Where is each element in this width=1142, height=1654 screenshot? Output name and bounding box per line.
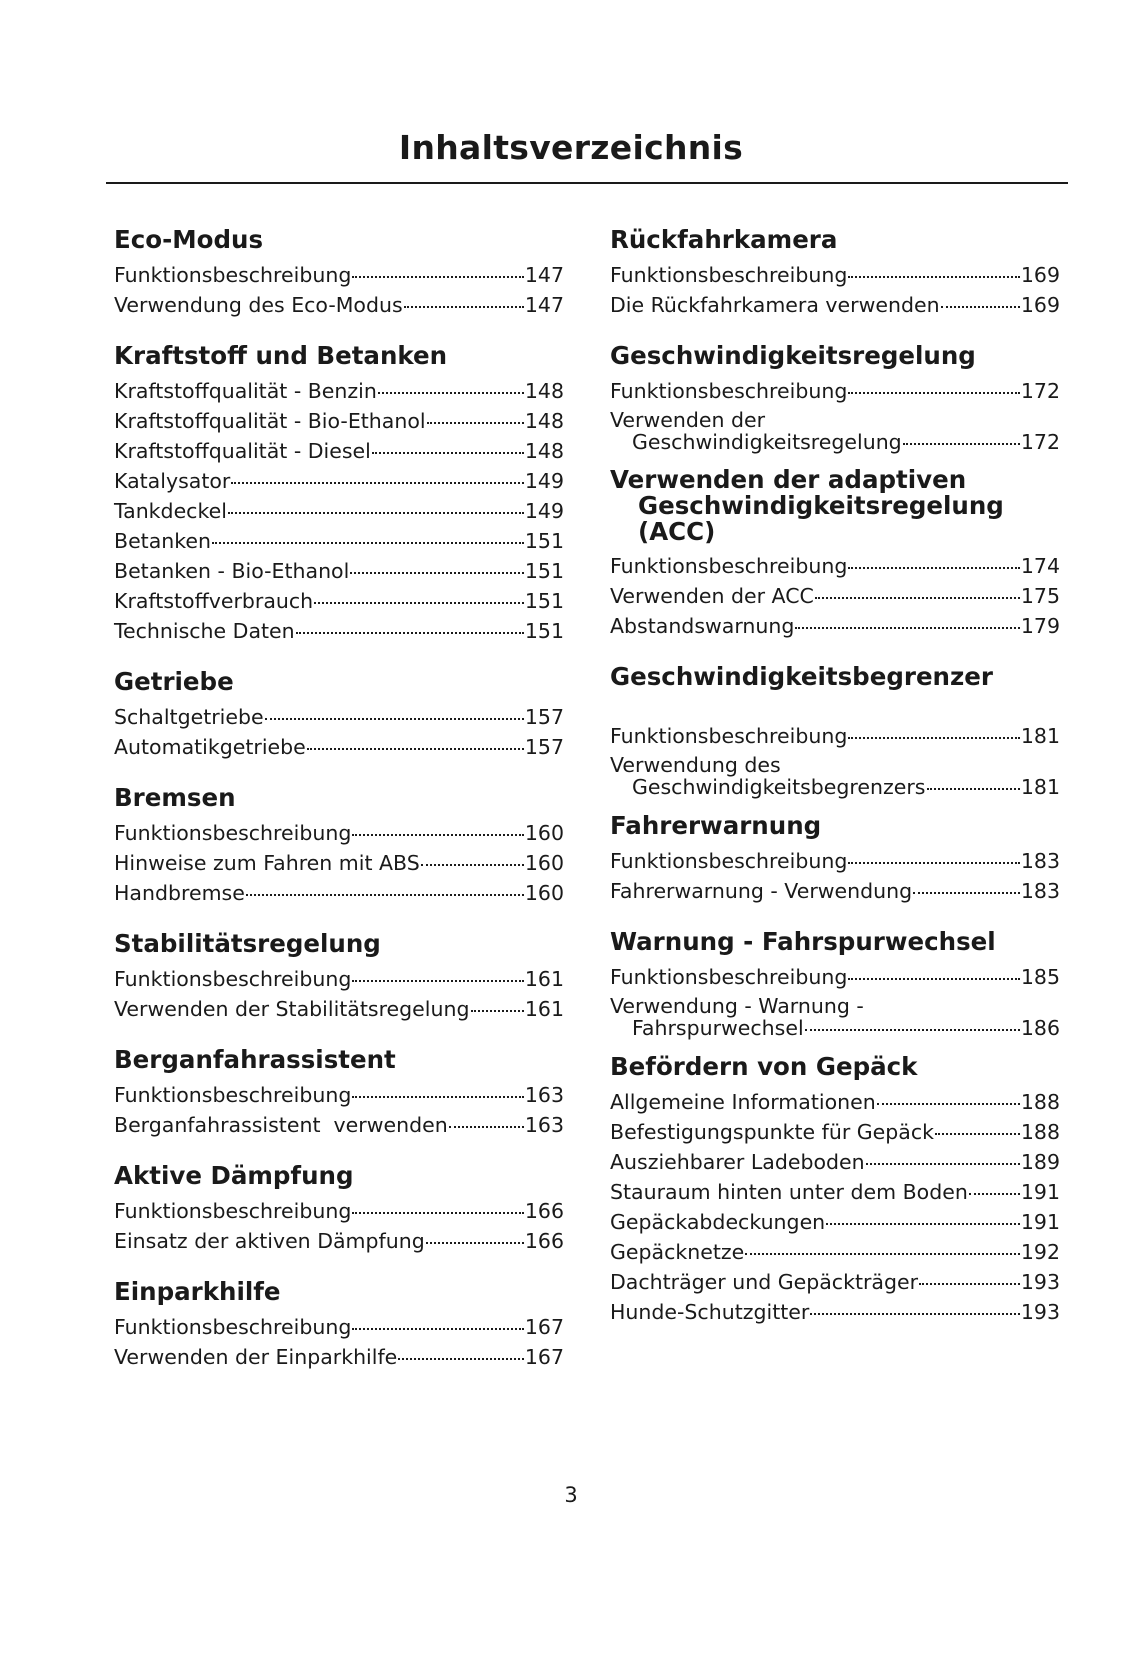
entry-label: Gepäcknetze	[610, 1240, 745, 1264]
entry-label: Kraftstoffqualität - Bio-Ethanol	[114, 409, 426, 433]
entry-page: 179	[1020, 614, 1060, 638]
toc-entry[interactable]	[610, 1147, 1060, 1177]
entry-label: Kraftstoffqualität - Diesel	[114, 439, 371, 463]
entry-page: 172	[1020, 430, 1060, 454]
leader-dots	[826, 1223, 1020, 1225]
toc-section	[610, 663, 1060, 798]
entry-page: 181	[1020, 724, 1060, 748]
toc-entry[interactable]	[610, 551, 1060, 581]
leader-dots	[941, 306, 1020, 308]
entry-page: 148	[524, 379, 564, 403]
entry-label: Funktionsbeschreibung	[114, 821, 352, 845]
toc-entry[interactable]	[610, 1207, 1060, 1237]
toc-entry[interactable]	[610, 721, 1060, 751]
leader-dots	[378, 392, 524, 394]
entry-page: 186	[1020, 1016, 1060, 1040]
section-heading[interactable]: Rückfahrkamera	[610, 225, 838, 254]
toc-section	[114, 668, 564, 762]
entry-label: Technische Daten	[114, 619, 295, 643]
toc-entry[interactable]	[610, 260, 1060, 290]
toc-entry[interactable]	[114, 848, 564, 878]
entry-page: 181	[1020, 775, 1060, 799]
entry-label: Verwenden der ACC	[610, 584, 814, 608]
toc-section	[610, 342, 1060, 453]
toc-entry[interactable]	[114, 1226, 564, 1256]
section-heading[interactable]: Bremsen	[114, 783, 236, 812]
entry-page: 151	[524, 619, 564, 643]
toc-entry[interactable]	[610, 611, 1060, 641]
leader-dots	[805, 1029, 1020, 1031]
entry-label: Katalysator	[114, 469, 231, 493]
toc-entry[interactable]	[610, 995, 1060, 1039]
entry-label-line1: Verwendung des	[610, 753, 781, 777]
leader-dots	[352, 1212, 524, 1214]
entry-page: 147	[524, 263, 564, 287]
section-heading[interactable]: Befördern von Gepäck	[610, 1052, 918, 1081]
toc-entry[interactable]	[114, 556, 564, 586]
entry-page: 191	[1020, 1180, 1060, 1204]
leader-dots	[795, 627, 1019, 629]
entry-page: 185	[1020, 965, 1060, 989]
section-heading[interactable]: Getriebe	[114, 667, 234, 696]
entry-label: Dachträger und Gepäckträger	[610, 1270, 919, 1294]
toc-entry[interactable]	[610, 1237, 1060, 1267]
toc-entry[interactable]	[114, 994, 564, 1024]
entry-label: Hunde-Schutzgitter	[610, 1300, 810, 1324]
leader-dots	[296, 632, 524, 634]
entry-page: 160	[524, 851, 564, 875]
entry-page: 169	[1020, 263, 1060, 287]
entry-page: 163	[524, 1113, 564, 1137]
toc-section	[610, 928, 1060, 1039]
leader-dots	[352, 980, 524, 982]
leader-dots	[913, 892, 1020, 894]
entry-label: Kraftstoffverbrauch	[114, 589, 314, 613]
entry-page: 166	[524, 1199, 564, 1223]
entry-page: 161	[524, 967, 564, 991]
toc-entry[interactable]	[114, 1196, 564, 1226]
entry-page: 157	[524, 705, 564, 729]
entry-label: Abstandswarnung	[610, 614, 795, 638]
toc-section	[114, 930, 564, 1024]
leader-dots	[848, 978, 1020, 980]
leader-dots	[810, 1313, 1020, 1315]
heading-line2: Geschwindigkeitsregelung	[638, 491, 1004, 520]
entry-page: 188	[1020, 1120, 1060, 1144]
toc-entry[interactable]	[114, 290, 564, 320]
entry-page: 157	[524, 735, 564, 759]
entry-label: Funktionsbeschreibung	[610, 724, 848, 748]
entry-label: Ausziehbarer Ladeboden	[610, 1150, 865, 1174]
entry-label: Funktionsbeschreibung	[610, 379, 848, 403]
leader-dots	[919, 1283, 1020, 1285]
toc-entry[interactable]	[114, 732, 564, 762]
leader-dots	[903, 443, 1020, 445]
entry-page: 169	[1020, 293, 1060, 317]
toc-entry[interactable]	[114, 526, 564, 556]
entry-label: Funktionsbeschreibung	[610, 263, 848, 287]
leader-dots	[935, 1133, 1020, 1135]
toc-section	[114, 1046, 564, 1140]
toc-entry[interactable]	[114, 436, 564, 466]
toc-entry[interactable]	[114, 616, 564, 646]
section-heading[interactable]: Einparkhilfe	[114, 1277, 281, 1306]
entry-page: 148	[524, 439, 564, 463]
leader-dots	[231, 482, 524, 484]
entry-page: 160	[524, 881, 564, 905]
leader-dots	[866, 1163, 1020, 1165]
toc-entry[interactable]	[610, 846, 1060, 876]
section-heading[interactable]: Berganfahrassistent	[114, 1045, 396, 1074]
leader-dots	[421, 864, 524, 866]
entry-label: Die Rückfahrkamera verwenden	[610, 293, 940, 317]
entry-page: 163	[524, 1083, 564, 1107]
entry-page: 149	[524, 499, 564, 523]
leader-dots	[350, 572, 524, 574]
toc-entry[interactable]	[610, 1087, 1060, 1117]
toc-section	[610, 467, 1060, 641]
leader-dots	[265, 718, 524, 720]
entry-page: 166	[524, 1229, 564, 1253]
toc-section	[114, 1278, 564, 1372]
entry-label: Verwenden der Einparkhilfe	[114, 1345, 398, 1369]
toc-entry[interactable]	[114, 964, 564, 994]
entry-label: Funktionsbeschreibung	[114, 967, 352, 991]
toc-entry[interactable]	[114, 406, 564, 436]
leader-dots	[848, 276, 1020, 278]
entry-label: Betanken - Bio-Ethanol	[114, 559, 350, 583]
toc-section	[114, 784, 564, 908]
section-heading[interactable]: Fahrerwarnung	[610, 811, 822, 840]
leader-dots	[848, 862, 1020, 864]
entry-label-line2: Fahrspurwechsel	[632, 1016, 804, 1040]
toc-entry[interactable]	[610, 290, 1060, 320]
entry-label: Berganfahrassistent verwenden	[114, 1113, 448, 1137]
toc-left-column	[114, 226, 564, 1372]
entry-page: 161	[524, 997, 564, 1021]
entry-label-line2: Geschwindigkeitsregelung	[632, 430, 902, 454]
entry-page: 148	[524, 409, 564, 433]
entry-page: 192	[1020, 1240, 1060, 1264]
entry-page: 167	[524, 1315, 564, 1339]
leader-dots	[352, 276, 524, 278]
entry-label: Verwendung des Eco-Modus	[114, 293, 403, 317]
toc-section	[610, 812, 1060, 906]
leader-dots	[848, 392, 1020, 394]
toc-entry[interactable]	[610, 876, 1060, 906]
leader-dots	[449, 1126, 524, 1128]
toc-section	[610, 1053, 1060, 1327]
page-title: Inhaltsverzeichnis	[398, 128, 744, 167]
entry-label: Verwenden der Stabilitätsregelung	[114, 997, 470, 1021]
entry-label: Stauraum hinten unter dem Boden	[610, 1180, 968, 1204]
entry-page: 149	[524, 469, 564, 493]
entry-label: Betanken	[114, 529, 212, 553]
toc-entry[interactable]	[114, 878, 564, 908]
title-divider	[106, 182, 1068, 184]
section-heading[interactable]: Eco-Modus	[114, 225, 264, 254]
entry-label: Funktionsbeschreibung	[114, 263, 352, 287]
leader-dots	[927, 788, 1020, 790]
section-heading[interactable]: Geschwindigkeitsbegrenzer	[610, 662, 993, 691]
leader-dots	[212, 542, 524, 544]
leader-dots	[404, 306, 524, 308]
entry-page: 151	[524, 589, 564, 613]
entry-label: Funktionsbeschreibung	[610, 554, 848, 578]
entry-label: Funktionsbeschreibung	[114, 1199, 352, 1223]
section-heading[interactable]	[610, 467, 1060, 545]
leader-dots	[352, 1328, 524, 1330]
entry-label: Befestigungspunkte für Gepäck	[610, 1120, 935, 1144]
toc-entry[interactable]	[114, 1342, 564, 1372]
toc-section	[114, 342, 564, 646]
entry-label: Funktionsbeschreibung	[610, 965, 848, 989]
leader-dots	[426, 1242, 524, 1244]
leader-dots	[372, 452, 524, 454]
entry-label-line1: Verwendung - Warnung -	[610, 994, 864, 1018]
entry-label: Schaltgetriebe	[114, 705, 264, 729]
entry-label: Kraftstoffqualität - Benzin	[114, 379, 377, 403]
entry-label: Fahrerwarnung - Verwendung	[610, 879, 913, 903]
toc-entry[interactable]	[610, 1267, 1060, 1297]
toc-entry[interactable]	[610, 1117, 1060, 1147]
toc-section	[114, 1162, 564, 1256]
leader-dots	[228, 512, 524, 514]
entry-label: Hinweise zum Fahren mit ABS	[114, 851, 420, 875]
toc-entry[interactable]	[610, 962, 1060, 992]
entry-label: Funktionsbeschreibung	[114, 1083, 352, 1107]
toc-entry[interactable]	[114, 376, 564, 406]
toc-entry[interactable]	[114, 586, 564, 616]
leader-dots	[471, 1010, 524, 1012]
entry-page: 174	[1020, 554, 1060, 578]
entry-page: 167	[524, 1345, 564, 1369]
leader-dots	[848, 737, 1020, 739]
toc-entry[interactable]	[114, 702, 564, 732]
toc-entry[interactable]	[610, 376, 1060, 406]
entry-page: 172	[1020, 379, 1060, 403]
toc-entry[interactable]	[114, 818, 564, 848]
leader-dots	[745, 1253, 1020, 1255]
entry-page: 188	[1020, 1090, 1060, 1114]
toc-entry[interactable]	[114, 1110, 564, 1140]
entry-label: Handbremse	[114, 881, 245, 905]
leader-dots	[815, 597, 1020, 599]
toc-entry[interactable]	[114, 466, 564, 496]
entry-page: 151	[524, 559, 564, 583]
toc-entry[interactable]	[114, 496, 564, 526]
entry-label: Funktionsbeschreibung	[610, 849, 848, 873]
section-heading[interactable]: Geschwindigkeitsregelung	[610, 341, 976, 370]
leader-dots	[848, 567, 1020, 569]
toc-section	[114, 226, 564, 320]
section-heading[interactable]: Warnung - Fahrspurwechsel	[610, 927, 996, 956]
entry-label-line1: Verwenden der	[610, 408, 766, 432]
section-heading[interactable]: Aktive Dämpfung	[114, 1161, 354, 1190]
toc-entry[interactable]	[114, 1080, 564, 1110]
page-number: 3	[564, 1483, 578, 1507]
leader-dots	[246, 894, 524, 896]
toc-entry[interactable]	[114, 260, 564, 290]
toc-entry[interactable]	[610, 1177, 1060, 1207]
heading-line3: (ACC)	[638, 517, 716, 546]
entry-page: 147	[524, 293, 564, 317]
entry-page: 183	[1020, 849, 1060, 873]
heading-line1: Verwenden der adaptiven	[610, 465, 967, 494]
section-heading[interactable]: Stabilitätsregelung	[114, 929, 381, 958]
entry-page: 183	[1020, 879, 1060, 903]
toc-section	[610, 226, 1060, 320]
entry-label: Allgemeine Informationen	[610, 1090, 876, 1114]
leader-dots	[307, 748, 524, 750]
toc-entry[interactable]	[610, 1297, 1060, 1327]
leader-dots	[969, 1193, 1020, 1195]
section-heading[interactable]: Kraftstoff und Betanken	[114, 341, 448, 370]
entry-label: Einsatz der aktiven Dämpfung	[114, 1229, 425, 1253]
entry-page: 189	[1020, 1150, 1060, 1174]
entry-page: 191	[1020, 1210, 1060, 1234]
toc-entry[interactable]	[610, 581, 1060, 611]
leader-dots	[398, 1358, 524, 1360]
entry-page: 193	[1020, 1270, 1060, 1294]
leader-dots	[352, 834, 524, 836]
entry-label: Gepäckabdeckungen	[610, 1210, 826, 1234]
leader-dots	[352, 1096, 524, 1098]
entry-page: 160	[524, 821, 564, 845]
toc-entry[interactable]	[610, 754, 1060, 798]
toc-entry[interactable]	[610, 409, 1060, 453]
leader-dots	[427, 422, 524, 424]
entry-page: 193	[1020, 1300, 1060, 1324]
entry-page: 151	[524, 529, 564, 553]
entry-page: 175	[1020, 584, 1060, 608]
entry-label: Tankdeckel	[114, 499, 227, 523]
leader-dots	[877, 1103, 1020, 1105]
entry-label-line2: Geschwindigkeitsbegrenzers	[632, 775, 926, 799]
entry-label: Funktionsbeschreibung	[114, 1315, 352, 1339]
toc-right-column	[610, 226, 1060, 1327]
toc-entry[interactable]	[114, 1312, 564, 1342]
entry-label: Automatikgetriebe	[114, 735, 306, 759]
leader-dots	[314, 602, 524, 604]
